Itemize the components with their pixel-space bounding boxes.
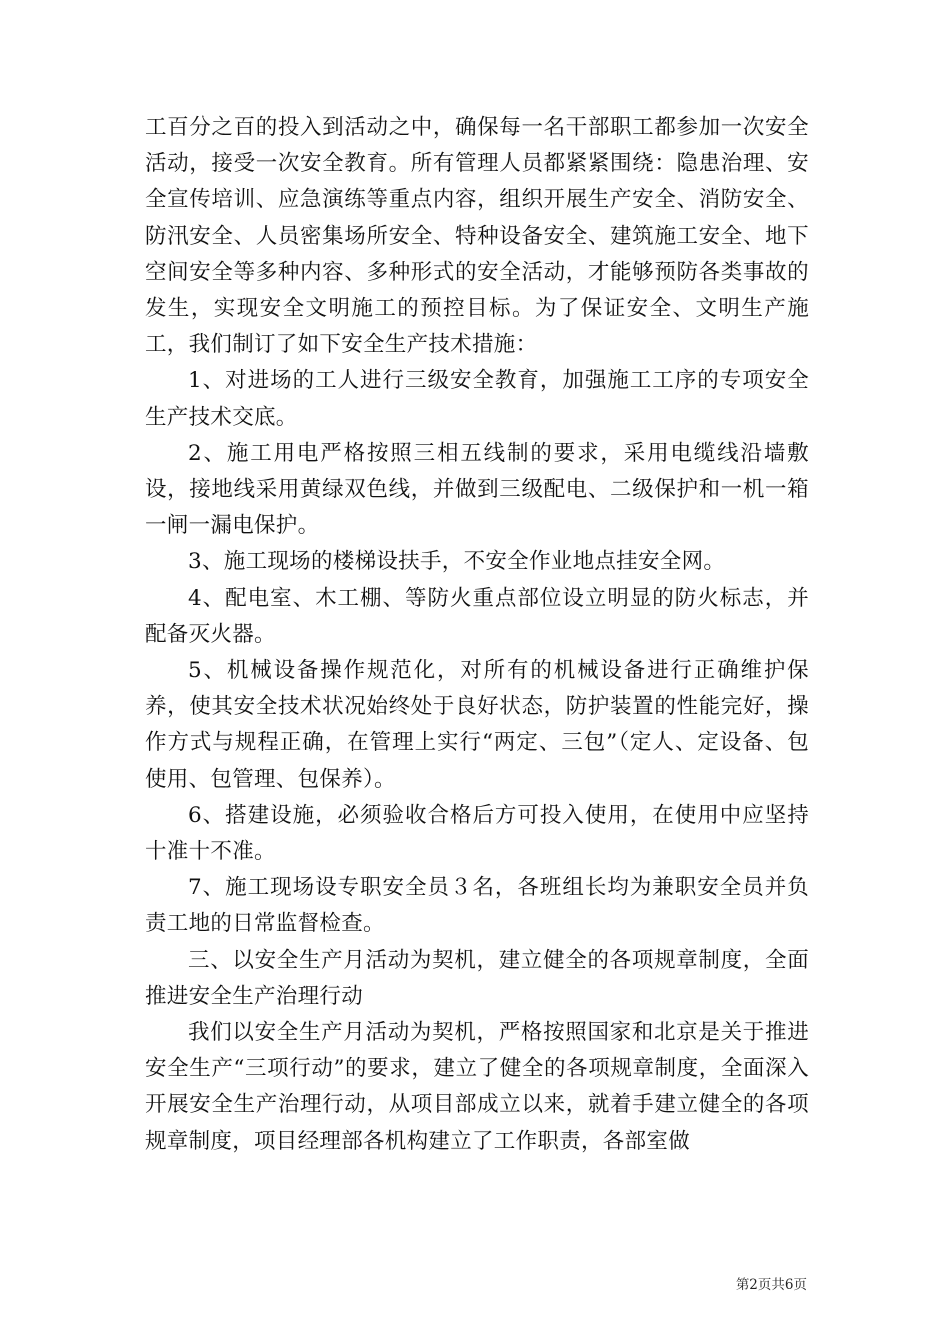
paragraph-measure-7: 7、施工现场设专职安全员３名，各班组长均为兼职安全员并负责工地的日常监督检查。 [145,875,809,937]
page-number-footer: 第2页共6页 [735,1277,807,1293]
paragraph-intro: 工百分之百的投入到活动之中，确保每一名干部职工都参加一次安全活动，接受一次安全教育。所有管理人员都紧紧围绕：隐患治理、安全宣传培训、应急演练等重点内容，组织开展生产安全、消防安全、防汛安全、人员密集场所安全、特种设备安全、建筑施工安全、地下空间安全等多种内容、多种形式的安全活动，才能够预防各类事故的发生，实现安全文明施工的预控目标。为了保证安全、文明生产施工，我们制订了如下安全生产技术措施： [145,115,809,358]
paragraph-measure-6: 6、搭建设施，必须验收合格后方可投入使用，在使用中应坚持十准十不准。 [145,802,809,865]
paragraph-section-three: 我们以安全生产月活动为契机，严格按照国家和北京是关于推进安全生产“三项行动”的要求，建立了健全的各项规章制度，全面深入开展安全生产治理行动，从项目部成立以来，就着手建立健全的各项规章制度，项目经理部各机构建立了工作职责，各部室做 [145,1020,809,1154]
paragraph-measure-4: 4、配电室、木工棚、等防火重点部位设立明显的防火标志，并配备灭火器。 [145,585,809,647]
paragraph-measure-5: 5、机械设备操作规范化，对所有的机械设备进行正确维护保养，使其安全技术状况始终处于良好状态，防护装置的性能完好，操作方式与规程正确，在管理上实行“两定、三包”（定人、定设备、包使用、包管理、包保养）。 [145,658,809,792]
paragraph-measure-3: 3、施工现场的楼梯设扶手，不安全作业地点挂安全网。 [188,549,726,575]
paragraph-measure-2: 2、施工用电严格按照三相五线制的要求，采用电缆线沿墙敷设，接地线采用黄绿双色线，并做到三级配电、二级保护和一机一箱一闸一漏电保护。 [145,440,809,539]
section-heading-three: 三、以安全生产月活动为契机，建立健全的各项规章制度，全面推进安全生产治理行动 [145,947,809,1009]
paragraph-measure-1: 1、对进场的工人进行三级安全教育，加强施工工序的专项安全生产技术交底。 [145,368,809,430]
document-body [145,110,809,1160]
